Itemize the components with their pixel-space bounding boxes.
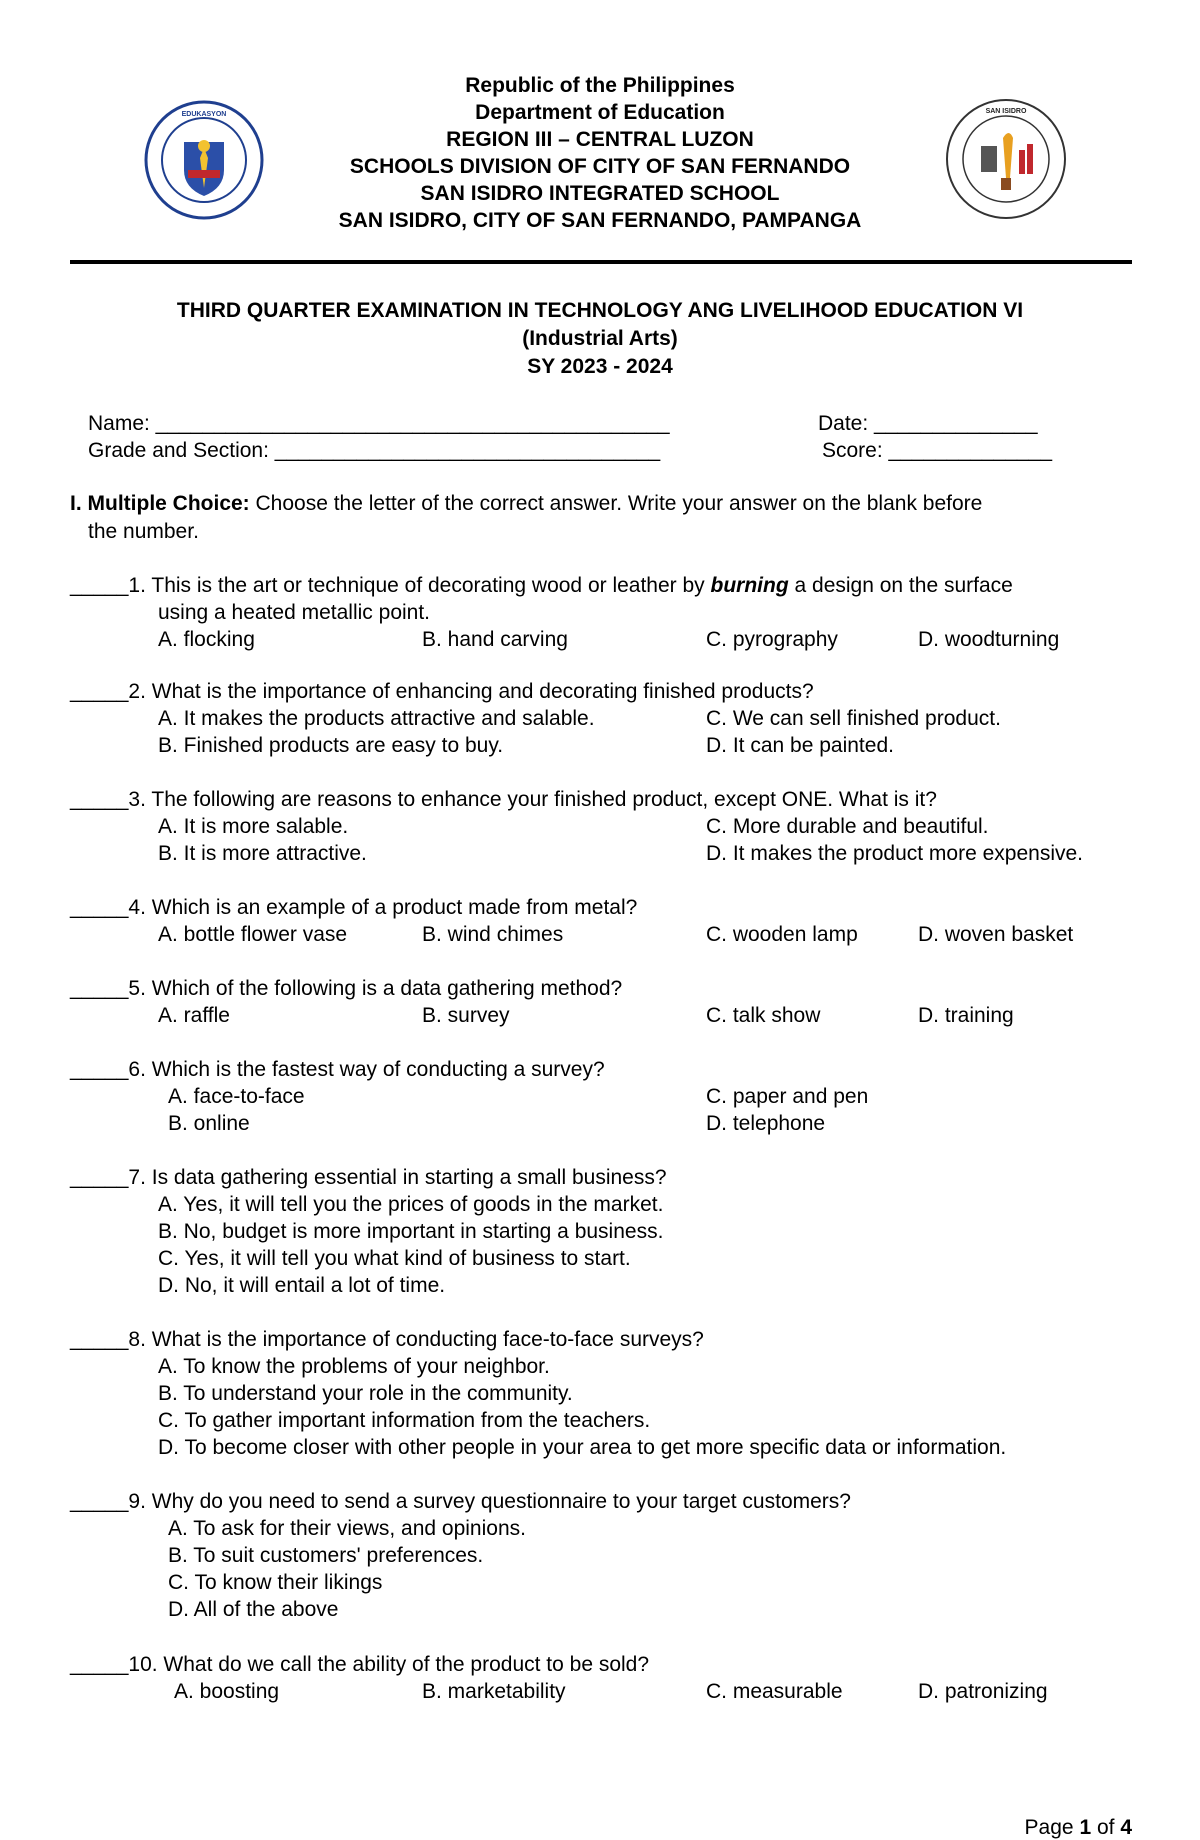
option-a: A. Yes, it will tell you the prices of goods in the market.: [158, 1193, 664, 1216]
option-d: D. training: [918, 1004, 1014, 1027]
question-7: [70, 1164, 1150, 1299]
header-divider: [70, 260, 1132, 264]
current-page: 1: [1079, 1816, 1092, 1839]
option-c: C. talk show: [706, 1004, 821, 1027]
option-c: C. More durable and beautiful.: [706, 815, 989, 838]
page-label: Page: [1024, 1816, 1080, 1839]
grade-section-field[interactable]: Grade and Section: _________________________________: [88, 439, 661, 462]
header-line: Department of Education: [475, 101, 725, 124]
option-c: C. paper and pen: [706, 1085, 869, 1108]
option-a: A. flocking: [158, 628, 255, 651]
question-4: [70, 894, 1150, 948]
instructions-text-cont: the number.: [88, 520, 199, 543]
option-b: B. No, budget is more important in starting a business.: [158, 1220, 664, 1243]
question-stem: _____2. What is the importance of enhancing and decorating finished products?: [70, 680, 814, 703]
option-b: B. marketability: [422, 1680, 566, 1703]
option-b: B. online: [168, 1112, 250, 1135]
option-c: C. Yes, it will tell you what kind of business to start.: [158, 1247, 631, 1270]
option-a: A. It is more salable.: [158, 815, 349, 838]
question-stem: _____8. What is the importance of conducting face-to-face surveys?: [70, 1328, 704, 1351]
question-8: [70, 1326, 1150, 1461]
name-field[interactable]: Name: ____________________________________________: [88, 412, 670, 435]
option-d: D. telephone: [706, 1112, 826, 1135]
total-pages: 4: [1120, 1816, 1132, 1839]
question-6: [70, 1056, 1150, 1137]
option-b: B. wind chimes: [422, 923, 564, 946]
option-c: C. measurable: [706, 1680, 843, 1703]
date-field[interactable]: Date: ______________: [818, 412, 1038, 435]
option-d: D. woodturning: [918, 628, 1060, 651]
option-a: A. face-to-face: [168, 1085, 305, 1108]
option-a: A. raffle: [158, 1004, 230, 1027]
option-d: D. All of the above: [168, 1598, 339, 1621]
question-3: [70, 786, 1150, 867]
option-b: B. It is more attractive.: [158, 842, 367, 865]
question-stem: _____1. This is the art or technique of decorating wood or leather by: [70, 574, 711, 597]
exam-title: [0, 297, 1200, 381]
letterhead: [0, 72, 1200, 234]
page-number: [1025, 1816, 1132, 1840]
option-a: A. To ask for their views, and opinions.: [168, 1517, 526, 1540]
option-b: B. survey: [422, 1004, 510, 1027]
question-10: [70, 1651, 1150, 1705]
question-stem: _____7. Is data gathering essential in starting a small business?: [70, 1166, 667, 1189]
option-a: A. To know the problems of your neighbor.: [158, 1355, 550, 1378]
question-5: [70, 975, 1150, 1029]
question-stem: _____5. Which of the following is a data gathering method?: [70, 977, 623, 1000]
option-d: D. It can be painted.: [706, 734, 894, 757]
option-c: C. To know their likings: [168, 1571, 383, 1594]
question-stem: _____10. What do we call the ability of the product to be sold?: [70, 1653, 650, 1676]
option-d: D. It makes the product more expensive.: [706, 842, 1084, 865]
header-line: REGION III – CENTRAL LUZON: [446, 128, 754, 151]
title-line: THIRD QUARTER EXAMINATION IN TECHNOLOGY ANG LIVELIHOOD EDUCATION VI: [176, 299, 1024, 322]
question-stem: _____6. Which is the fastest way of conducting a survey?: [70, 1058, 605, 1081]
instructions-label: I. Multiple Choice:: [70, 492, 250, 515]
header-line: SAN ISIDRO, CITY OF SAN FERNANDO, PAMPANGA: [338, 209, 862, 232]
question-1: [70, 572, 1150, 653]
of-label: of: [1091, 1816, 1121, 1839]
score-field[interactable]: Score: ______________: [822, 439, 1053, 462]
option-b: B. Finished products are easy to buy.: [158, 734, 504, 757]
option-c: C. pyrography: [706, 628, 838, 651]
school-year: SY 2023 - 2024: [527, 355, 673, 378]
option-a: A. It makes the products attractive and salable.: [158, 707, 595, 730]
option-c: C. wooden lamp: [706, 923, 858, 946]
instructions: [70, 490, 1110, 546]
instructions-text: Choose the letter of the correct answer. Write your answer on the blank before: [249, 492, 983, 515]
question-stem-line2: using a heated metallic point.: [158, 601, 431, 624]
svg-text:SAN ISIDRO: SAN ISIDRO: [985, 108, 1027, 115]
question-stem: _____9. Why do you need to send a survey questionnaire to your target customers?: [70, 1490, 851, 1513]
title-subject: (Industrial Arts): [522, 327, 678, 350]
option-d: D. woven basket: [918, 923, 1074, 946]
header-line: Republic of the Philippines: [465, 74, 735, 97]
option-d: D. patronizing: [918, 1680, 1048, 1703]
option-d: D. No, it will entail a lot of time.: [158, 1274, 446, 1297]
question-stem-cont: a design on the surface: [788, 574, 1013, 597]
question-9: [70, 1488, 1150, 1623]
emphasis-word: burning: [710, 574, 789, 597]
header-line: SAN ISIDRO INTEGRATED SCHOOL: [420, 182, 780, 205]
option-c: C. To gather important information from the teachers.: [158, 1409, 651, 1432]
option-b: B. To understand your role in the community.: [158, 1382, 573, 1405]
question-stem: _____3. The following are reasons to enhance your finished product, except ONE. What is it?: [70, 788, 937, 811]
option-c: C. We can sell finished product.: [706, 707, 1001, 730]
header-line: SCHOOLS DIVISION OF CITY OF SAN FERNANDO: [349, 155, 851, 178]
option-b: B. To suit customers' preferences.: [168, 1544, 484, 1567]
question-2: [70, 678, 1150, 759]
option-b: B. hand carving: [422, 628, 568, 651]
option-a: A. boosting: [174, 1680, 280, 1703]
option-a: A. bottle flower vase: [158, 923, 348, 946]
question-stem: _____4. Which is an example of a product made from metal?: [70, 896, 638, 919]
svg-text:EDUKASYON: EDUKASYON: [181, 111, 227, 118]
option-d: D. To become closer with other people in your area to get more specific data or information.: [158, 1436, 1007, 1459]
